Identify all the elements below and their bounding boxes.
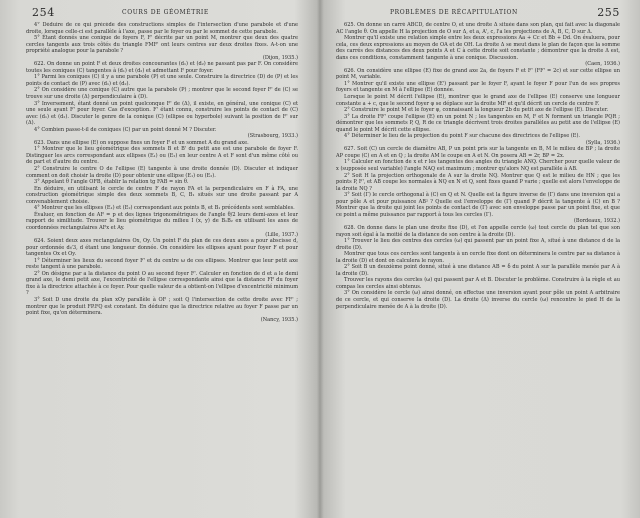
paragraph: 3° La droite FF' coupe l'ellipse (E) en un point N ; les tangentes en M, F et N forment un triangle PQR ; démontrer que les sommets P, Q, R de ce triangle décrivent trois droites parallèles au petit axe de l'ellipse (E) quand le point M décrit cette ellipse. [336,113,620,133]
exercise-source: (Sylla, 1936.) [585,139,620,146]
exercise-source: (Dijon, 1935.) [262,54,298,61]
paragraph: Trouver les rayons des cercles (ω) qui passent par A et B. Discuter le problème. Construire à la règle et au compas les cercles ainsi obtenus. [336,277,620,290]
exercise-source: (Strasbourg, 1933.) [247,133,298,140]
paragraph: 3° Appelant θ l'angle OFB, établir la relation tg FAB = sin θ. [34,179,189,186]
paragraph: 3° Inversement, étant donné un point quelconque F' de (Δ), il existe, en général, une conique (C) et une seule ayant F' pour foyer. Cas d'exception. F' étant connu, construire les points de contact de (C) avec (d₁) et (d₂). Discuter le genre de la conique (C) (ellipse ou hyperbole) suivant la position de F' sur (Δ). [26,100,298,127]
left-running-title: COURS DE GÉOMÉTRIE [122,9,209,16]
paragraph: 628. On donne dans le plan une droite fixe (D), et l'on appelle cercle (ω) tout cercle du plan tel que son rayon soit égal à la moitié de la distance de son centre à la droite (D). [336,224,620,238]
paragraph: 627. Soit (C) un cercle de diamètre AB, P un point pris sur la tangente en B, M le milieu de BP ; la droite AP coupe (C) en A et en Q ; la droite AM le coupe en A et N. On posera AB = 2r, BP = 2x. [336,146,620,159]
exercise-source: (Bordeaux, 1932.) [573,218,620,225]
paragraph: 2° Construire le centre O de l'ellipse (E) tangente à une droite donnée (D). Discuter et indiquer comment on doit choisir la droite (D) pour obtenir une ellipse (E₁) ou (E₂). [26,166,298,179]
paragraph: 625. On donne un carré ABCD, de centre O, et une droite Δ située dans son plan, qui fait avec la diagonale AC l'angle θ. On appelle H la projection de O sur Δ, et a, A', c, l'a les projections de A, B, C, D sur Δ. [336,22,620,35]
paragraph: 2° On considère une conique (C) autre que la parabole (P) ; montrer que le second foyer F' de (C) se trouve sur une droite (Δ) perpendiculaire à (D). [26,87,298,101]
paragraph: 622. On donne un point F et deux droites concourantes (d₁) et (d₂) ne passant pas par F. On considère toutes les coniques (C) tangentes à (d₁) et (d₂) et admettant F pour foyer. [26,61,298,74]
paragraph: 1° Montrer que le lieu géométrique des sommets B et B' du petit axe est une parabole de foyer F. Distinguer les arcs correspondant aux ellipses (E₁) ou (E₂) en leur centre A et F sont d'un même côté ou de part et d'autre du centre. [26,146,298,166]
paragraph: Montrer qu'il existe une relation simple entre les deux expressions Aa + Cc et Bb + Dd. On évaluera, pour cela, ces deux expressions au moyen de OA et de OH. La droite Δ se meut dans le plan de façon que la somme des carrés des distances des deux points A et C à cette droite soit constante ; démontrer que la droite Δ est, dans ces conditions, constamment tangente à une conique. Discussion. [336,35,620,61]
paragraph: 624. Soient deux axes rectangulaires Ox, Oy. Un point F du plan de ces deux axes a pour abscisse d, pour ordonnée d√3, d étant une longueur donnée. On considère les ellipses ayant pour foyer F et pour tangentes Ox et Oy. [26,238,298,258]
left-running-head [32,6,296,20]
right-running-head [330,6,620,20]
paragraph: 1° Déterminer les lieux du second foyer F' et du centre ω de ces ellipses. Montrer que leur petit axe reste tangent à une parabole. [26,257,298,271]
paragraph: 1° Parmi les coniques (C) il y a une parabole (P) et une seule. Construire la directrice (D) de (P) et les points de contact de (P) avec (d₁) et (d₂). [26,74,298,87]
left-page [26,22,298,512]
right-running-title: PROBLÈMES DE RÉCAPITULATION [390,9,518,16]
paragraph: 623. Dans une ellipse (E) on suppose fixes un foyer F et un sommet A du grand axe. [34,139,249,146]
paragraph: 1° Calculer en fonction de x et r les tangentes des angles du triangle ANQ. Chercher pour quelle valeur de x (supposée seul variable) l'angle NAQ est maximum ; montrer qu'alors NQ est parallèle à AB. [336,159,620,173]
paragraph: 1° Trouver le lieu des centres des cercles (ω) qui passent par un point fixe A, situé à une distance d de la droite (D). [336,238,620,251]
paragraph: 4° Déterminer le lieu de la projection du point F sur chacune des directrices de l'ellipse (E). [344,133,581,140]
right-page-number: 255 [597,6,620,19]
paragraph: 2° Soit B un deuxième point donné, situé à une distance AB = δ du point A sur la parallèle menée par A à la droite (D). [336,264,620,277]
exercise-source: (Caen, 1936.) [585,61,620,68]
right-page [336,22,620,512]
exercise-source: (Nancy, 1935.) [260,316,298,323]
paragraph: 2° On désigne par a la distance du point O au second foyer F'. Calculer en fonction de d et a le demi grand axe, le demi petit axe, l'excentricité de l'ellipse correspondante ainsi que la distance FF du foyer fixe à la directrice attachée à ce foyer. Pour quelle valeur de a obtient-on l'ellipse d'excentricité minimum ? [26,270,298,297]
left-page-number: 254 [32,6,55,19]
paragraph: En déduire, en utilisant le cercle de centre F de rayon FA et la perpendiculaire en F à FA, une construction géométrique simple des deux sommets B, C, B₁ situés sur une droite passant par A convenablement choisie. [26,185,298,205]
paragraph: 2° Construire le point M et le foyer φ, connaissant la longueur 2b du petit axe de l'ellipse (E). Discuter. [344,107,609,114]
paragraph: 4° Combien passe-t-il de coniques (C) par un point donné M ? Discuter. [34,126,217,133]
paragraph: 1° Montrer qu'il existe une ellipse (E') passant par le foyer F, ayant le foyer F pour l'un de ses propres foyers et tangente en M à l'ellipse (E) donnée. [336,80,620,94]
paragraph: 3° On considère le cercle (ω) ainsi donné, on effectue une inversion ayant pour pôle un point A arbitraire de ce cercle, et qui conserve la droite (D). La droite (Δ) inverse du cercle (ω) rencontre le pied H de la perpendiculaire menée de A à la droite (D). [336,290,620,310]
paragraph: Lorsque le point M décrit l'ellipse (E), montrer que le grand axe de l'ellipse (E) conserve une longueur constante a + c, que le second foyer φ se déplace sur la droite MF et qu'il décrit un cercle de centre F. [336,94,620,107]
exercise-source: (Lille, 1937.) [265,231,298,238]
paragraph: Évaluer, en fonction de AF = p et des lignes trigonométriques de l'angle θ/2 leurs demi-axes et leur rapport de similitude. Trouver le lieu géométrique du milieu I (x, y) de B₁B₂ en utilisant les axes de coordonnées rectangulaires AFx et Ay. [26,211,298,231]
paragraph: Montrer que tous ces cercles sont tangents à un cercle fixe dont on déterminera le centre par sa distance à la droite (D) et dont on calculera le rayon. [336,251,620,264]
paragraph: 4° Montrer que les ellipses (E₁) et (E₂) correspondant aux points B, et B₁ précédents sont semblables. [34,205,295,212]
paragraph: 4° Déduire de ce qui précède des constructions simples de l'intersection d'une parabole et d'une droite, lorsque celle-ci est parallèle à l'axe, passe par le foyer ou par le sommet de cette parabole. [26,22,298,35]
paragraph: 626. On considère une ellipse (E) fixe de grand axe 2a, de foyers F et F' (FF' = 2c) et sur cette ellipse un point M, variable. [336,67,620,81]
paragraph: 2° Soit H la projection orthogonale de A sur la droite NQ. Montrer que Q est le milieu de HN ; que les points P, F', et AB coupe les normales à NQ en N et Q, sont fixes quand P varie ; quelle est alors l'enveloppe de la droite NQ ? [336,172,620,192]
paragraph: 3° Soit D une droite du plan xOy parallèle à OF ; soit Q l'intersection de cette droite avec FF' ; montrer que le produit FP.FQ est constant. En déduire que la directrice relative au foyer F passe par un point fixe, qu'on déterminera. [26,296,298,317]
paragraph: 5° Étant donnés une conique de foyers F, F' décrite par un point M, montrer que deux des quatre cercles tangents aux trois côtés du triangle FMF' ont leurs centres sur deux droites fixes. A-t-on une propriété analogue pour la parabole ? [26,35,298,55]
paragraph: 3° Soit (Γ) le cercle orthogonal à (C) en Q et N. Quelle est la figure inverse de (Γ) dans une inversion qui a pour pôle A et pour puissance AB² ? Quelle est l'enveloppe de (Γ) quand P décrit la tangente à (C) en B ? Montrer que la droite qui joint les points de contact de (Γ) avec son enveloppe passe par un point fixe, et que ce point a même puissance par rapport à tous les cercles (Γ). [336,192,620,218]
